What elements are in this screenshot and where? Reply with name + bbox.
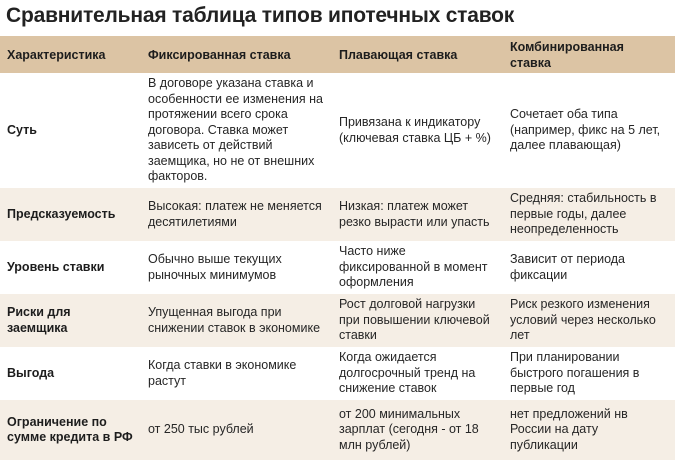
table-header-row — [0, 36, 675, 73]
column-header-fixed-rate: Фиксированная ставка — [148, 47, 291, 62]
table-row — [0, 347, 675, 400]
column-header-floating-rate: Плавающая ставка — [339, 47, 458, 62]
row-label: Выгода — [7, 365, 55, 380]
fixed-rate-cell: от 250 тыс рублей — [148, 422, 254, 437]
table-row — [0, 400, 675, 460]
floating-rate-cell: Часто ниже фиксированной в момент оформления — [339, 244, 488, 290]
row-label: Ограничение по сумме кредита в РФ — [7, 414, 133, 444]
fixed-rate-cell: Высокая: платеж не меняется десятилетиями — [148, 199, 322, 229]
combined-rate-cell: Сочетает оба типа (например, фикс на 5 лет, далее плавающая) — [510, 107, 661, 153]
fixed-rate-cell: Упущенная выгода при снижении ставок в экономике — [148, 305, 321, 335]
combined-rate-cell: При планировании быстрого погашения в первые год — [510, 350, 640, 396]
floating-rate-cell: Рост долговой нагрузки при повышении ключевой ставки — [339, 297, 490, 343]
row-label: Суть — [7, 122, 37, 137]
floating-rate-cell: Привязана к индикатору (ключевая ставка ЦБ + %) — [339, 115, 491, 145]
table-row — [0, 241, 675, 294]
table-row — [0, 294, 675, 347]
fixed-rate-cell: В договоре указана ставка и особенности ее изменения на протяжении всего срока договора. Ставка может зависеть от действий заемщика, но не от внешних факторов. — [148, 76, 323, 184]
row-label: Предсказуемость — [7, 206, 116, 221]
page-title: Сравнительная таблица типов ипотечных ставок — [6, 4, 515, 27]
row-label: Уровень ставки — [7, 259, 105, 274]
fixed-rate-cell: Обычно выше текущих рыночных минимумов — [148, 252, 282, 282]
comparison-table — [0, 36, 675, 460]
table-row — [0, 73, 675, 188]
floating-rate-cell: Низкая: платеж может резко вырасти или упасть — [339, 199, 490, 229]
combined-rate-cell: Средняя: стабильность в первые годы, далее неопределенность — [510, 191, 657, 237]
table-row — [0, 188, 675, 241]
floating-rate-cell: Когда ожидается долгосрочный тренд на снижение ставок — [339, 350, 476, 396]
column-header-combined-rate: Комбинированная ставка — [510, 39, 624, 70]
floating-rate-cell: от 200 минимальных зарплат (сегодня - от 18 млн рублей) — [339, 406, 479, 452]
combined-rate-cell: нет предложений нв России на дату публикации — [510, 406, 628, 452]
fixed-rate-cell: Когда ставки в экономике растут — [148, 358, 297, 388]
combined-rate-cell: Риск резкого изменения условий через несколько лет — [510, 297, 656, 343]
combined-rate-cell: Зависит от периода фиксации — [510, 252, 626, 282]
column-header-characteristic: Характеристика — [7, 47, 106, 62]
row-label: Риски для заемщика — [7, 305, 71, 335]
